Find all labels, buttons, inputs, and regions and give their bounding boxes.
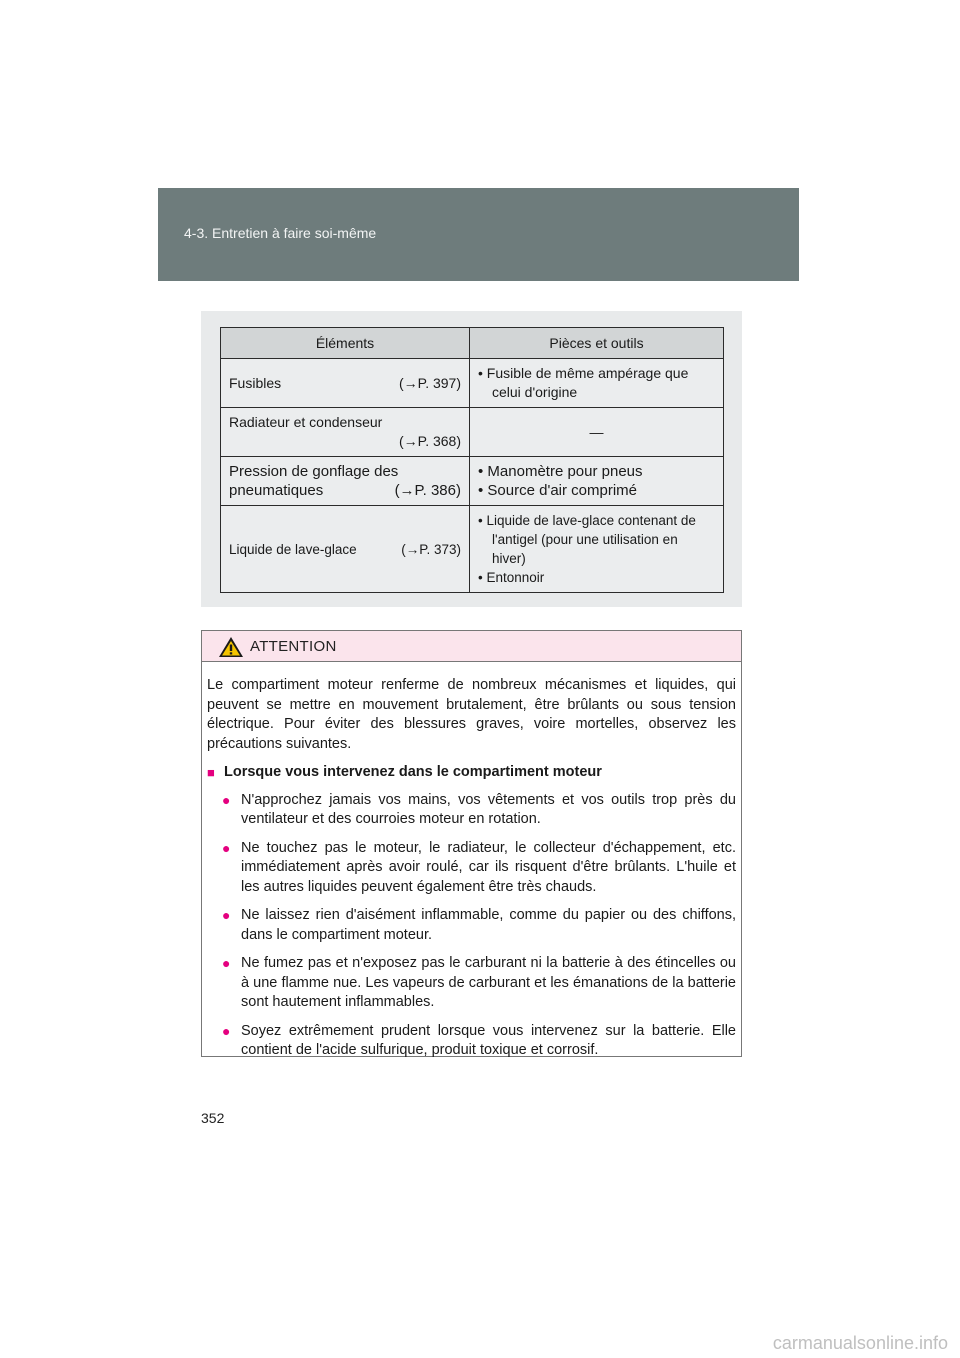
page-reference-link[interactable]: (→P. 373)	[401, 541, 461, 557]
table-row	[221, 506, 724, 593]
section-title: 4-3. Entretien à faire soi-même	[184, 225, 377, 241]
warning-title: ATTENTION	[250, 638, 337, 655]
item-name: Fusibles	[229, 374, 282, 391]
table-cell-parts	[470, 359, 724, 408]
item-name: Pression de gonflage des pneumatiques	[229, 463, 399, 499]
table-cell-parts	[470, 408, 724, 457]
list-item: • Entonnoir	[478, 570, 545, 585]
list-item: ● Ne touchez pas le moteur, le radiateur, le collecteur d'échappement, etc. immédiatement après avoir roulé, car ils risquent d'être brûlants. L'huile et les autres liquides peuvent également être très chauds.	[207, 839, 736, 898]
maintenance-table-panel	[201, 311, 742, 607]
circle-bullet-icon: ●	[222, 907, 231, 923]
section-header	[158, 188, 799, 281]
circle-bullet-icon: ●	[222, 955, 231, 971]
column-header-items: Éléments	[221, 328, 470, 359]
circle-bullet-icon: ●	[222, 791, 231, 808]
page-reference-link[interactable]: (→P. 368)	[399, 433, 461, 449]
circle-bullet-icon: ●	[222, 1022, 231, 1039]
square-bullet-icon: ■	[207, 765, 215, 780]
table-cell-parts	[470, 457, 724, 506]
column-header-parts: Pièces et outils	[470, 328, 724, 359]
table-cell-item	[221, 506, 470, 593]
table-header-row	[221, 328, 724, 359]
list-item: ● Soyez extrêmement prudent lorsque vous intervenez sur la batterie. Elle contient de l'acide sulfurique, produit toxique et corrosif.	[207, 1022, 736, 1061]
maintenance-table	[220, 327, 724, 593]
warning-box	[201, 630, 742, 1057]
table-cell-item	[221, 359, 470, 408]
watermark: carmanualsonline.info	[772, 1333, 948, 1353]
empty-dash: —	[589, 423, 604, 440]
table-cell-item	[221, 457, 470, 506]
table-cell-item	[221, 408, 470, 457]
warning-header	[202, 631, 741, 662]
table-row	[221, 457, 724, 506]
warning-subheading: ■ Lorsque vous intervenez dans le compartiment moteur	[207, 763, 736, 783]
list-item: ● Ne laissez rien d'aisément inflammable, comme du papier ou des chiffons, dans le compartiment moteur.	[207, 906, 736, 945]
list-item: • Liquide de lave-glace contenant de l'antigel (pour une utilisation en hiver)	[478, 513, 696, 566]
list-item: ● N'approchez jamais vos mains, vos vêtements et vos outils trop près du ventilateur et des courroies moteur en rotation.	[207, 791, 736, 830]
item-name: Radiateur et condenseur	[229, 414, 383, 430]
warning-intro: Le compartiment moteur renferme de nombreux mécanismes et liquides, qui peuvent se mettre en mouvement brutalement, être brûlants ou sous tension électrique. Pour éviter des blessures graves, voire mortelles, observez les précautions suivantes.	[207, 677, 736, 752]
list-item: • Source d'air comprimé	[478, 482, 638, 499]
page-reference-link[interactable]: (→P. 397)	[399, 374, 461, 391]
table-cell-parts	[470, 506, 724, 593]
list-item: • Fusible de même ampérage que celui d'origine	[478, 365, 689, 400]
warning-triangle-icon	[218, 636, 244, 658]
page-reference-link[interactable]: (→P. 386)	[394, 482, 461, 499]
item-name: Liquide de lave-glace	[229, 541, 357, 557]
warning-body	[202, 662, 741, 1061]
table-row	[221, 359, 724, 408]
list-item: ● Ne fumez pas et n'exposez pas le carburant ni la batterie à des étincelles ou à une flamme nue. Les vapeurs de carburant et les émanations de la batterie sont hautement inflammables.	[207, 954, 736, 1013]
circle-bullet-icon: ●	[222, 839, 231, 856]
page-number: 352	[201, 1110, 225, 1126]
list-item: • Manomètre pour pneus	[478, 463, 643, 480]
table-row	[221, 408, 724, 457]
